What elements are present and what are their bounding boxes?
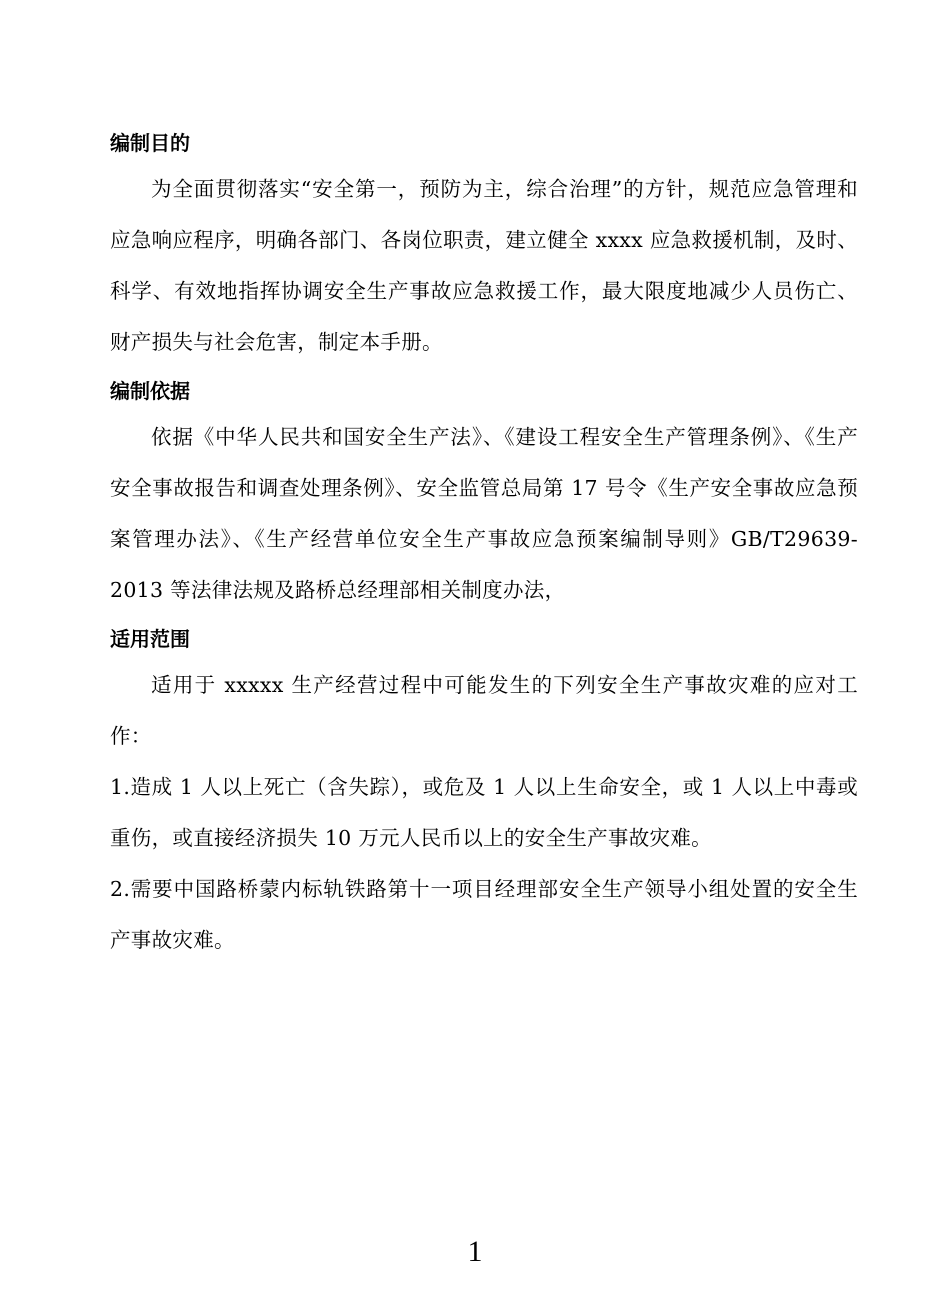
scope-list-item: 1.造成 1 人以上死亡（含失踪），或危及 1 人以上生命安全，或 1 人以上中毒或重伤，或直接经济损失 10 万元人民币以上的安全生产事故灾难。 xyxy=(110,775,858,850)
section-heading-purpose: 编制目的 xyxy=(110,131,190,155)
scope-list-item: 2.需要中国路桥蒙内标轨铁路第十一项目经理部安全生产领导小组处置的安全生产事故灾难。 xyxy=(110,877,858,952)
document-body xyxy=(110,122,858,966)
section-heading-scope: 适用范围 xyxy=(110,627,190,651)
basis-paragraph: 依据《中华人民共和国安全生产法》、《建设工程安全生产管理条例》、《生产安全事故报告和调查处理条例》、安全监管总局第 17 号令《生产安全事故应急预案管理办法》、《生产经营单位安全生产事故应急预案编制导则》GB/T29639-2013 等法律法规及路桥总经理部相关制度办法， xyxy=(110,425,858,602)
section-heading-basis: 编制依据 xyxy=(110,379,190,403)
purpose-paragraph: 为全面贯彻落实“安全第一，预防为主，综合治理”的方针，规范应急管理和应急响应程序，明确各部门、各岗位职责，建立健全 xxxx 应急救援机制，及时、科学、有效地指挥协调安全生产事故应急救援工作，最大限度地减少人员伤亡、财产损失与社会危害，制定本手册。 xyxy=(110,177,858,354)
scope-paragraph: 适用于 xxxxx 生产经营过程中可能发生的下列安全生产事故灾难的应对工作： xyxy=(110,673,858,748)
page-number: 1 xyxy=(467,1235,483,1268)
